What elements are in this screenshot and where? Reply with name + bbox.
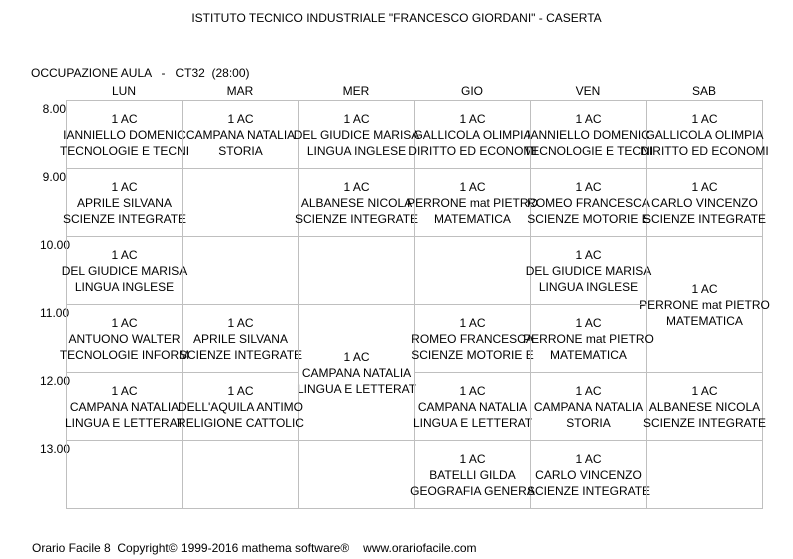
class-label: 1 AC	[691, 179, 718, 194]
subject-name: SCIENZE INTEGRATE	[62, 211, 187, 226]
subject-name: GEOGRAFIA GENERA	[410, 483, 535, 498]
subject-name: LINGUA E LETTERAT	[296, 381, 417, 396]
teacher-name: CARLO VINCENZO	[535, 467, 642, 482]
lesson-cell	[526, 440, 651, 509]
empty-cell	[298, 236, 415, 305]
teacher-name: CARLO VINCENZO	[651, 195, 758, 210]
class-label: 1 AC	[575, 179, 602, 194]
teacher-name: CAMPANA NATALIA	[533, 399, 644, 414]
teacher-name: CAMPANA NATALIA	[301, 365, 412, 380]
class-label: 1 AC	[343, 179, 370, 194]
empty-cell	[298, 440, 415, 509]
teacher-name: ALBANESE NICOLA	[648, 399, 761, 414]
teacher-name: GALLICOLA OLIMPIA	[413, 127, 532, 142]
teacher-name: IANNIELLO DOMENIC	[527, 127, 650, 142]
class-label: 1 AC	[227, 111, 254, 126]
lesson-cell	[527, 168, 650, 237]
class-label: 1 AC	[575, 111, 602, 126]
time-label: 12.00	[40, 374, 71, 388]
website-link[interactable]: www.orariofacile.com	[363, 541, 477, 555]
teacher-name: CAMPANA NATALIA	[69, 399, 180, 414]
class-label: 1 AC	[691, 281, 718, 296]
lesson-cell	[177, 372, 304, 441]
teacher-name: APRILE SILVANA	[193, 331, 288, 346]
class-label: 1 AC	[575, 383, 602, 398]
subject-name: LINGUA E LETTERAT	[64, 415, 185, 430]
lesson-cell	[59, 100, 190, 169]
subject-name: SCIENZE MOTORIE E	[411, 347, 534, 362]
subject-name: SCIENZE INTEGRATE	[294, 211, 419, 226]
lesson-cell	[61, 236, 188, 305]
teacher-name: ROMEO FRANCESCA	[411, 331, 534, 346]
empty-cell	[66, 440, 183, 509]
teacher-name: PERRONE mat PIETRO	[639, 297, 770, 312]
teacher-name: IANNIELLO DOMENIC	[63, 127, 186, 142]
day-header-mer: MER	[342, 84, 370, 98]
teacher-name: ANTUONO WALTER	[68, 331, 181, 346]
time-label: 10.00	[40, 238, 71, 252]
lesson-cell	[407, 168, 538, 237]
day-header-mar: MAR	[226, 84, 254, 98]
class-label: 1 AC	[227, 383, 254, 398]
class-label: 1 AC	[111, 179, 138, 194]
empty-cell	[414, 236, 531, 305]
subject-name: LINGUA E LETTERAT	[412, 415, 533, 430]
lesson-cell	[59, 304, 190, 373]
lesson-cell	[293, 100, 420, 169]
class-label: 1 AC	[343, 349, 370, 364]
subject-name: TECNOLOGIE E TECNI	[523, 143, 654, 158]
teacher-name: BATELLI GILDA	[429, 467, 516, 482]
lesson-cell	[178, 304, 303, 373]
teacher-name: DELL'AQUILA ANTIMO	[178, 399, 303, 414]
class-label: 1 AC	[691, 111, 718, 126]
empty-cell	[182, 440, 299, 509]
subject-name: SCIENZE INTEGRATE	[526, 483, 651, 498]
footer	[32, 541, 477, 555]
time-label: 13.00	[40, 442, 71, 456]
lesson-cell	[411, 304, 534, 373]
subject-name: DIRITTO ED ECONOMI	[408, 143, 537, 158]
subject-name: RELIGIONE CATTOLIC	[177, 415, 304, 430]
class-label: 1 AC	[343, 111, 370, 126]
subject-name: SCIENZE INTEGRATE	[178, 347, 303, 362]
subject-name: SCIENZE INTEGRATE	[642, 211, 767, 226]
class-label: 1 AC	[459, 179, 486, 194]
class-label: 1 AC	[575, 315, 602, 330]
time-label: 9.00	[42, 170, 66, 184]
copyright-text: Orario Facile 8 Copyright© 1999-2016 mathema software®	[32, 541, 350, 555]
lesson-cell	[642, 168, 767, 237]
lesson-cell	[639, 236, 770, 373]
class-label: 1 AC	[575, 247, 602, 262]
teacher-name: CAMPANA NATALIA	[417, 399, 528, 414]
subject-name: MATEMATICA	[434, 211, 511, 226]
empty-cell	[646, 440, 763, 509]
lesson-cell	[525, 236, 652, 305]
teacher-name: GALLICOLA OLIMPIA	[645, 127, 764, 142]
empty-cell	[182, 168, 299, 237]
time-label: 11.00	[40, 306, 70, 320]
subject-name: STORIA	[218, 143, 263, 158]
class-label: 1 AC	[111, 315, 138, 330]
lesson-cell	[182, 100, 299, 169]
subject-name: LINGUA INGLESE	[306, 143, 407, 158]
subject-name: STORIA	[566, 415, 611, 430]
class-label: 1 AC	[575, 451, 602, 466]
lesson-cell	[414, 372, 531, 441]
lesson-cell	[523, 100, 654, 169]
teacher-name: APRILE SILVANA	[77, 195, 172, 210]
teacher-name: PERRONE mat PIETRO	[523, 331, 654, 346]
page-title: ISTITUTO TECNICO INDUSTRIALE "FRANCESCO GIORDANI" - CASERTA	[191, 11, 602, 25]
class-label: 1 AC	[459, 451, 486, 466]
subject-name: LINGUA INGLESE	[538, 279, 639, 294]
subject-name: TECNOLOGIE E TECNI	[59, 143, 190, 158]
empty-cell	[182, 236, 299, 305]
subject-name: MATEMATICA	[550, 347, 627, 362]
lesson-cell	[523, 304, 654, 373]
teacher-name: DEL GIUDICE MARISA	[61, 263, 188, 278]
class-label: 1 AC	[459, 111, 486, 126]
subject-name: SCIENZE MOTORIE E	[527, 211, 650, 226]
class-label: 1 AC	[111, 111, 138, 126]
class-label: 1 AC	[459, 315, 486, 330]
teacher-name: DEL GIUDICE MARISA	[525, 263, 652, 278]
teacher-name: ROMEO FRANCESCA	[527, 195, 650, 210]
teacher-name: ALBANESE NICOLA	[300, 195, 413, 210]
lesson-cell	[408, 100, 537, 169]
teacher-name: DEL GIUDICE MARISA	[293, 127, 420, 142]
lesson-cell	[294, 168, 419, 237]
subject-name: DIRITTO ED ECONOMI	[640, 143, 769, 158]
day-header-ven: VEN	[575, 84, 601, 98]
subject-name: LINGUA INGLESE	[74, 279, 175, 294]
lesson-cell	[62, 168, 187, 237]
subject-name: TECNOLOGIE INFORM	[59, 347, 190, 362]
lesson-cell	[530, 372, 647, 441]
lesson-cell	[66, 372, 183, 441]
subject-name: MATEMATICA	[666, 313, 743, 328]
time-label: 8.00	[42, 102, 66, 116]
class-label: 1 AC	[111, 247, 138, 262]
lesson-cell	[642, 372, 767, 441]
class-label: 1 AC	[691, 383, 718, 398]
lesson-cell	[640, 100, 769, 169]
lesson-cell	[298, 304, 415, 441]
day-header-gio: GIO	[460, 84, 483, 98]
room-occupancy-subtitle: OCCUPAZIONE AULA - CT32 (28:00)	[31, 66, 250, 80]
class-label: 1 AC	[459, 383, 486, 398]
day-header-sab: SAB	[691, 84, 716, 98]
class-label: 1 AC	[227, 315, 254, 330]
subject-name: SCIENZE INTEGRATE	[642, 415, 767, 430]
timetable-grid	[59, 100, 770, 509]
teacher-name: PERRONE mat PIETRO	[407, 195, 538, 210]
class-label: 1 AC	[111, 383, 138, 398]
lesson-cell	[410, 440, 535, 509]
teacher-name: CAMPANA NATALIA	[185, 127, 296, 142]
day-header-lun: LUN	[111, 84, 136, 98]
